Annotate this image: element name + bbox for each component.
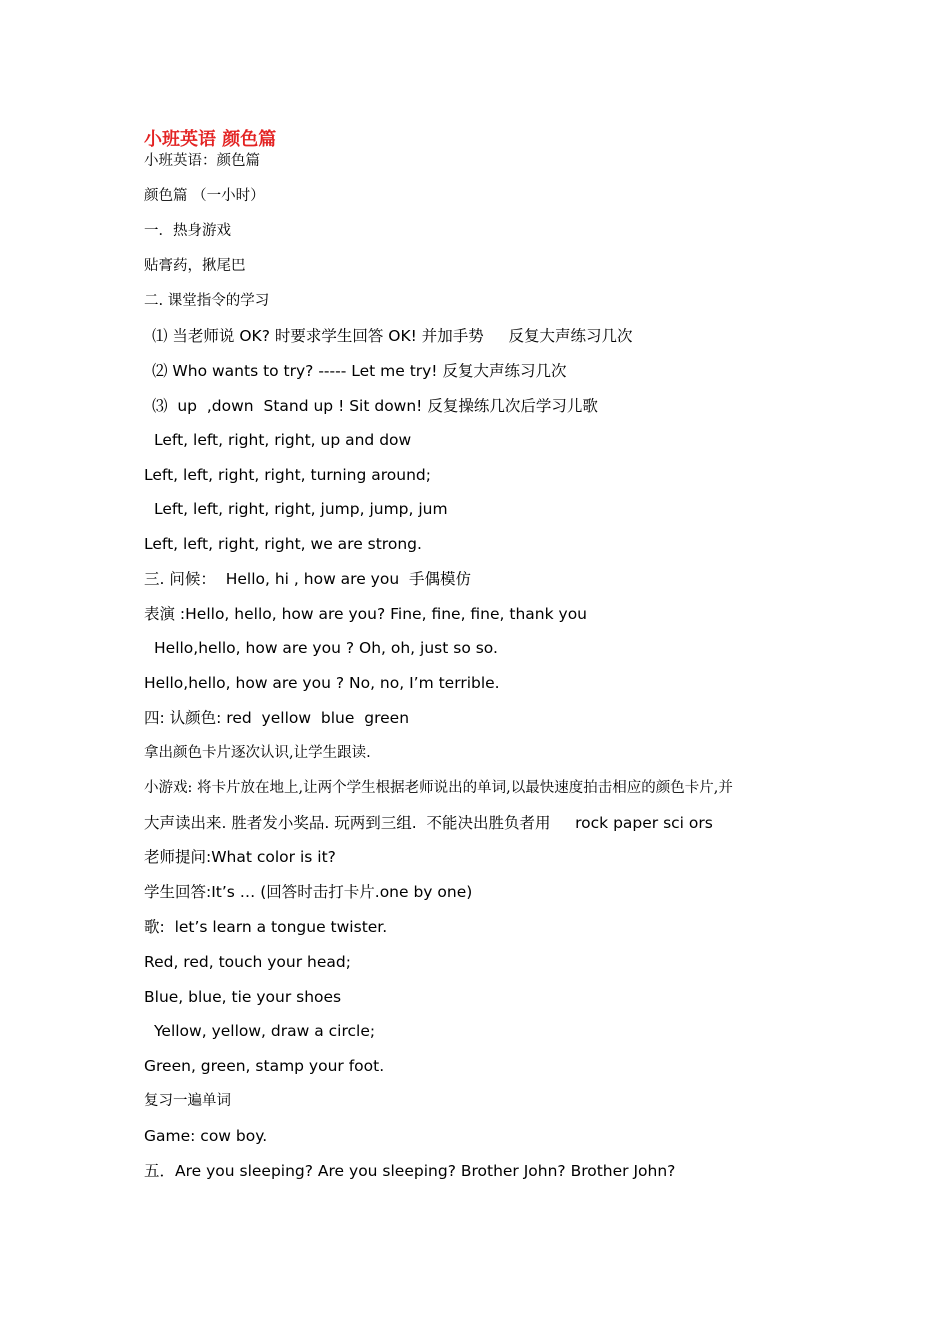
document-title: 小班英语 颜色篇	[144, 129, 277, 150]
answer-line: 学生回答:It’s … (回答时击打卡片.one by one)	[144, 883, 473, 901]
rhyme-line: Left, left, right, right, turning around;	[144, 466, 431, 484]
dialogue-line: Hello,hello, how are you ? Oh, oh, just so so.	[154, 639, 498, 657]
rhyme-line: Left, left, right, right, up and dow	[154, 431, 412, 449]
section-heading-3: 三. 问候： Hello, hi , how are you 手偶模仿	[144, 570, 471, 588]
song-heading: 歌: let’s learn a tongue twister.	[144, 918, 388, 936]
duration-line: 颜色篇 （一小时）	[144, 188, 265, 204]
song-line: Green, green, stamp your foot.	[144, 1057, 385, 1075]
text-line: 小游戏: 将卡片放在地上,让两个学生根据老师说出的单词,以最快速度拍击相应的颜色卡片,并	[144, 780, 733, 796]
section-heading-5: 五．Are you sleeping? Are you sleeping? Brother John? Brother John?	[144, 1162, 676, 1180]
song-line: Blue, blue, tie your shoes	[144, 988, 342, 1006]
text-line: 复习一遍单词	[144, 1093, 231, 1109]
list-item: ⑵ Who wants to try? ----- Let me try! 反复大声练习几次	[152, 362, 567, 380]
game-line: Game: cow boy.	[144, 1127, 268, 1145]
dialogue-line: Hello,hello, how are you ? No, no, I’m terrible.	[144, 674, 500, 692]
question-line: 老师提问:What color is it?	[144, 848, 336, 866]
rhyme-line: Left, left, right, right, jump, jump, jum	[154, 500, 448, 518]
dialogue-line: 表演 :Hello, hello, how are you? Fine, fine, fine, thank you	[144, 605, 588, 623]
list-item: ⑴ 当老师说 OK? 时要求学生回答 OK! 并加手势 反复大声练习几次	[152, 327, 633, 345]
text-line: 贴膏药，揪尾巴	[144, 258, 246, 274]
song-line: Yellow, yellow, draw a circle;	[154, 1022, 376, 1040]
section-heading-4: 四: 认颜色: red yellow blue green	[144, 709, 410, 727]
list-item: ⑶ up ,down Stand up ! Sit down! 反复操练几次后学习儿歌	[152, 397, 598, 415]
song-line: Red, red, touch your head;	[144, 953, 351, 971]
text-line: 拿出颜色卡片逐次认识,让学生跟读.	[144, 745, 371, 761]
section-heading-2: 二. 课堂指令的学习	[144, 293, 270, 309]
section-heading-1: 一．热身游戏	[144, 223, 231, 239]
subtitle-line: 小班英语：颜色篇	[144, 153, 260, 169]
text-line: 大声读出来. 胜者发小奖品. 玩两到三组. 不能决出胜负者用 rock paper sci ors	[144, 814, 713, 832]
rhyme-line: Left, left, right, right, we are strong.	[144, 535, 422, 553]
